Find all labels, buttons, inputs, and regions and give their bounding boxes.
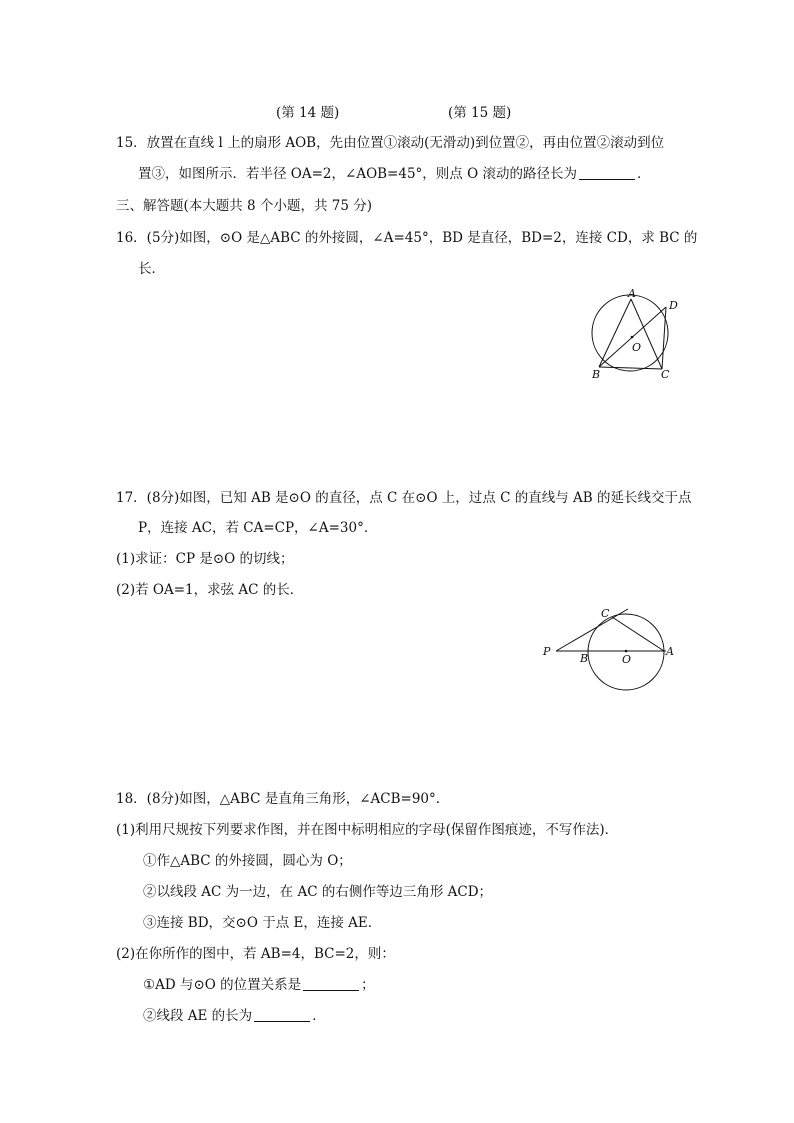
q16-label-C: C	[661, 368, 670, 381]
q17-figure	[540, 602, 685, 692]
q17-part2: (2)若 OA=1，求弦 AC 的长．	[116, 582, 304, 598]
q18-answer-1-end: ；	[361, 977, 375, 993]
q16-label-D: D	[669, 299, 678, 312]
q17-line2: P，连接 AC，若 CA=CP，∠A=30°．	[138, 520, 378, 536]
q18-answer-2-end: ．	[312, 1008, 326, 1024]
q17-label-B: B	[580, 652, 589, 665]
q16-label-O: O	[632, 341, 642, 354]
q17-label-A: A	[666, 645, 674, 658]
q15-line2-text: 置③，如图所示．若半径 OA=2，∠AOB=45°，则点 O 滚动的路径长为	[138, 166, 577, 182]
q15-answer-blank	[579, 165, 635, 180]
caption-figure-14: (第 14 题)	[276, 105, 340, 121]
q18-step2: ②以线段 AC 为一边，在 AC 的右侧作等边三角形 ACD；	[143, 884, 493, 900]
q18-part2: (2)在你所作的图中，若 AB=4，BC=2，则：	[116, 946, 395, 962]
q17-label-O: O	[622, 653, 632, 666]
q15-line2-end: ．	[636, 166, 651, 182]
q16-label-A: A	[628, 287, 636, 300]
q16-line1: 16．(5分)如图，⊙O 是△ABC 的外接圆，∠A=45°，BD 是直径，BD=2，连接 CD，求 BC 的	[116, 230, 698, 246]
caption-figure-15: (第 15 题)	[448, 105, 512, 121]
q18-part1: (1)利用尺规按下列要求作图，并在图中标明相应的字母(保留作图痕迹，不写作法)．	[116, 822, 619, 838]
q18-step1: ①作△ABC 的外接圆，圆心为 O；	[143, 853, 352, 869]
q18-answer-2-blank	[254, 1007, 310, 1022]
q18-line1: 18．(8分)如图，△ABC 是直角三角形，∠ACB=90°．	[116, 791, 450, 807]
q16-label-B: B	[592, 368, 601, 381]
q16-line2: 长．	[138, 261, 165, 277]
q18-answer-2	[143, 1006, 326, 1026]
q18-answer-1-blank	[303, 976, 359, 991]
section-3-heading: 三、解答题(本大题共 8 个小题，共 75 分)	[116, 198, 372, 214]
q16-figure	[582, 285, 682, 385]
q18-answer-1	[143, 975, 375, 995]
q18-answer-1-text: ①AD 与⊙O 的位置关系是	[143, 977, 302, 993]
q17-line1: 17．(8分)如图，已知 AB 是⊙O 的直径，点 C 在⊙O 上，过点 C 的直线与 AB 的延长线交于点	[116, 490, 692, 506]
q17-part1: (1)求证：CP 是⊙O 的切线；	[116, 551, 294, 567]
q15-line1: 15．放置在直线 l 上的扇形 AOB，先由位置①滚动(无滑动)到位置②，再由位置②滚动到位	[116, 135, 665, 151]
q15-line2	[138, 164, 650, 184]
q18-step3: ③连接 BD，交⊙O 于点 E，连接 AE．	[143, 915, 382, 931]
q17-label-P: P	[543, 645, 551, 658]
q18-answer-2-text: ②线段 AE 的长为	[143, 1008, 253, 1024]
q17-label-C: C	[601, 607, 610, 620]
